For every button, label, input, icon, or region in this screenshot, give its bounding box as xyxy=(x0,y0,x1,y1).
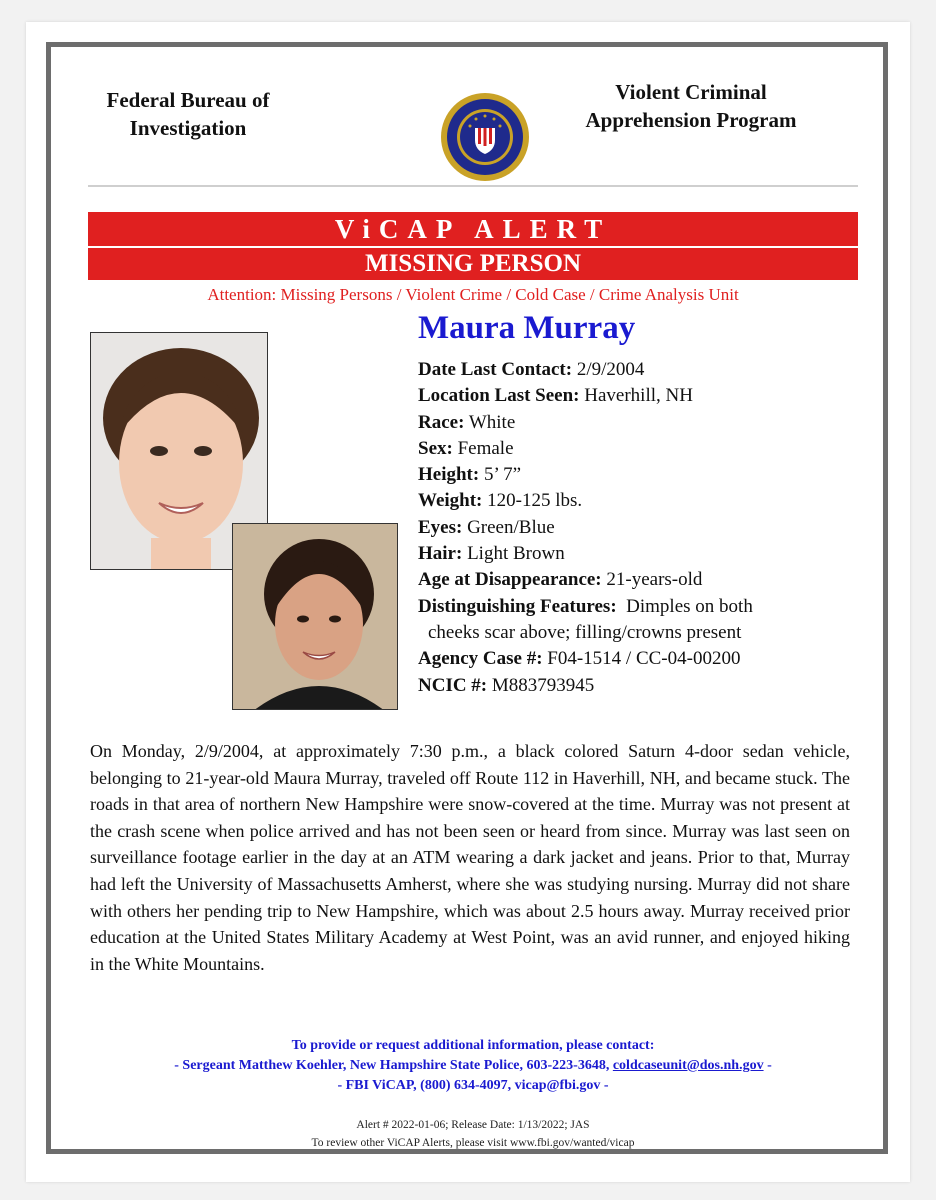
vicap-header-line1: Violent Criminal xyxy=(615,80,767,104)
person-photo-2 xyxy=(232,523,398,710)
fact-sex: Sex: Female xyxy=(418,437,514,459)
alert-subtitle: MISSING PERSON xyxy=(88,248,858,280)
vicap-header-line2: Apprehension Program xyxy=(585,108,797,132)
person-facts xyxy=(418,357,858,699)
fbi-seal-icon xyxy=(440,92,530,182)
contact-block xyxy=(88,1036,858,1096)
fact-location-last-seen: Location Last Seen: Haverhill, NH xyxy=(418,385,693,407)
fact-distinguishing-features-continued: cheeks scar above; filling/crowns present xyxy=(428,621,742,643)
fbi-header-line1: Federal Bureau of xyxy=(106,88,270,112)
fact-age: Age at Disappearance: 21-years-old xyxy=(418,569,703,591)
fact-race: Race: White xyxy=(418,411,516,433)
fbi-header xyxy=(78,86,298,142)
contact-line-vicap: - FBI ViCAP, (800) 634-4097, vicap@fbi.gov - xyxy=(337,1078,609,1093)
vicap-header xyxy=(556,78,826,134)
alert-title: ViCAP ALERT xyxy=(88,212,858,246)
contact-intro: To provide or request additional information, please contact: xyxy=(291,1038,655,1053)
fact-hair: Hair: Light Brown xyxy=(418,543,565,565)
coldcase-email-link[interactable]: coldcaseunit@dos.nh.gov xyxy=(612,1058,764,1073)
alert-footer xyxy=(88,1116,858,1152)
case-narrative: On Monday, 2/9/2004, at approximately 7:30 p.m., a black colored Saturn 4-door sedan vehicle, belonging to 21-year-old Maura Murray, traveled off Route 112 in Haverhill, NH, and became stuck. The roads in that area of northern New Hampshire were snow-covered at the time. Murray was not present at the crash scene when police arrived and has not been seen or heard from since. Murray was last seen on surveillance footage earlier in the day at an ATM wearing a dark jacket and jeans. Prior to that, Murray had left the University of Massachusetts Amherst, where she was studying nursing. Murray did not share with others her pending trip to New Hampshire, which was about 2.5 hours away. Murray received prior education at the United States Military Academy at West Point, was an avid runner, and enjoyed hiking in the White Mountains. xyxy=(90,741,850,974)
fact-eyes: Eyes: Green/Blue xyxy=(418,516,555,538)
footer-vicap-link: To review other ViCAP Alerts, please visit www.fbi.gov/wanted/vicap xyxy=(311,1137,635,1149)
fact-weight: Weight: 120-125 lbs. xyxy=(418,490,583,512)
footer-release-info: Alert # 2022-01-06; Release Date: 1/13/2022; JAS xyxy=(356,1119,590,1131)
contact-line-nhsp: - Sergeant Matthew Koehler, New Hampshire State Police, 603-223-3648, coldcaseunit@dos.nh.gov - xyxy=(174,1058,772,1073)
attention-line: Attention: Missing Persons / Violent Crime / Cold Case / Crime Analysis Unit xyxy=(207,285,739,304)
fact-ncic: NCIC #: M883793945 xyxy=(418,674,595,696)
person-name: Maura Murray xyxy=(418,310,636,346)
fact-date-last-contact: Date Last Contact: 2/9/2004 xyxy=(418,359,645,380)
header-divider xyxy=(88,185,858,187)
fbi-header-line2: Investigation xyxy=(129,116,247,140)
fact-agency-case: Agency Case #: F04-1514 / CC-04-00200 xyxy=(418,648,741,670)
fact-distinguishing-features: Distinguishing Features: Dimples on both xyxy=(418,595,753,617)
fact-height: Height: 5’ 7” xyxy=(418,464,522,486)
